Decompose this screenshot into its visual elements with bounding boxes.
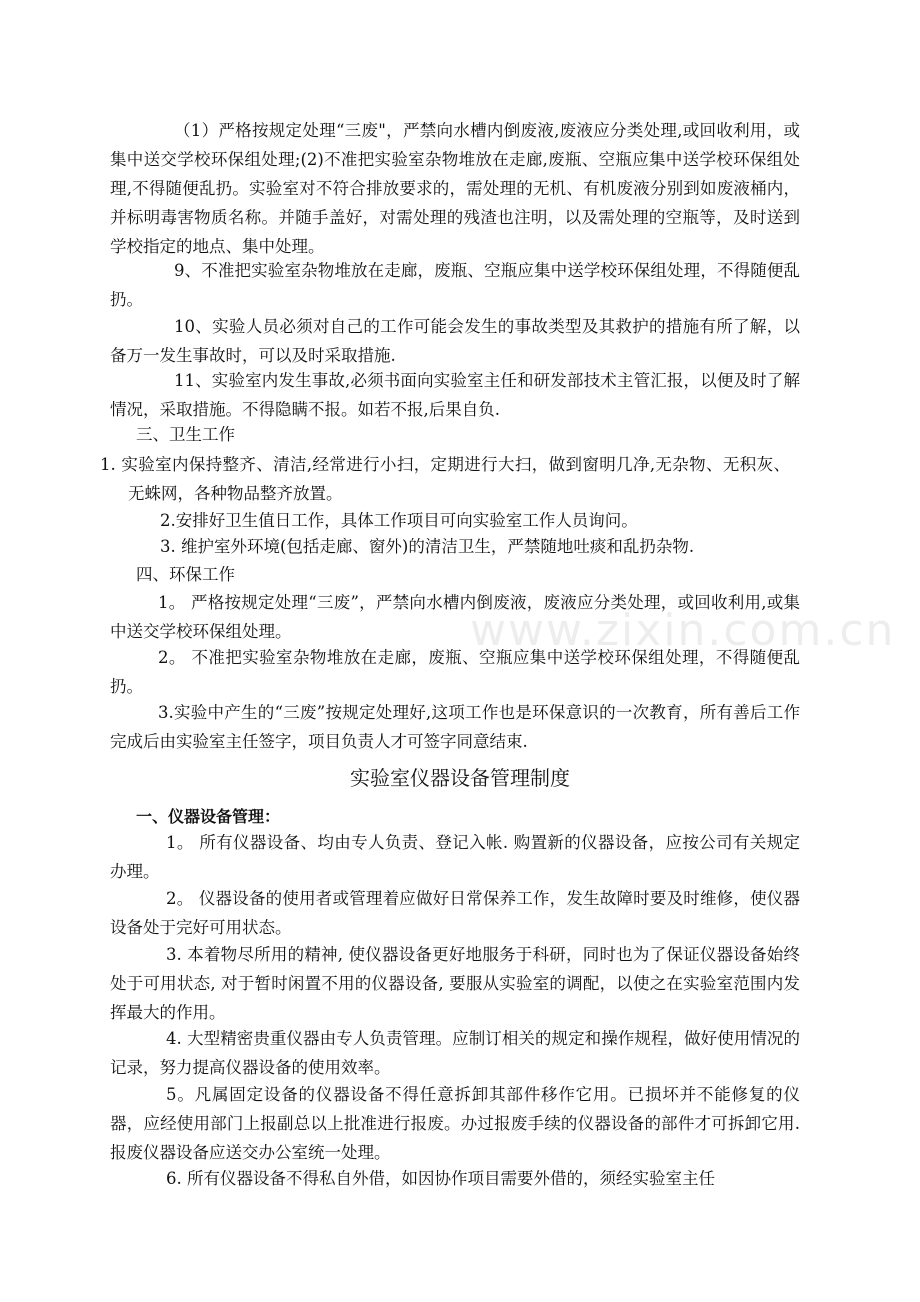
- equipment-rule-1: 1。 所有仪器设备、均由专人负责、登记入帐. 购置新的仪器设备，应按公司有关规定办理。: [110, 833, 800, 881]
- hygiene-item-2: 2.安排好卫生值日工作，具体工作项目可向实验室工作人员询问。: [160, 511, 638, 530]
- section-heading-hygiene: 三、卫生工作: [136, 425, 235, 444]
- site-watermark: www.zixin.com.cn: [470, 605, 896, 656]
- paragraph-rule-10: 10、实验人员必须对自己的工作可能会发生的事故类型及其救护的措施有所了解，以备万一发生事故时，可以及时采取措施.: [110, 317, 800, 365]
- environment-item-1: 1。 严格按规定处理“三废”，严禁向水槽内倒废液，废液应分类处理，或回收利用,或集中送交学校环保组处理。: [110, 593, 800, 641]
- hygiene-item-3: 3. 维护室外环境(包括走廊、窗外)的清洁卫生，严禁随地吐痰和乱扔杂物.: [160, 537, 695, 556]
- paragraph-three-wastes: （1）严格按规定处理“三废"，严禁向水槽内倒废液,废液应分类处理,或回收利用，或集中送交学校环保组处理;(2)不准把实验室杂物堆放在走廊,废瓶、空瓶应集中送学校环保组处理,不得随便乱扔。实验室对不符合排放要求的，需处理的无机、有机废液分别到如废液桶内，并标明毒害物质名称。并随手盖好，对需处理的残渣也注明，以及需处理的空瓶等，及时送到学校指定的地点、集中处理。: [110, 121, 800, 256]
- section-heading-equipment: 一、仪器设备管理：: [136, 807, 281, 826]
- section-heading-environment: 四、环保工作: [136, 565, 235, 584]
- equipment-rule-6: 6. 所有仪器设备不得私自外借，如因协作项目需要外借的，须经实验室主任: [166, 1169, 715, 1188]
- environment-item-2: 2。 不准把实验室杂物堆放在走廊，废瓶、空瓶应集中送学校环保组处理，不得随便乱扔。: [110, 648, 800, 696]
- equipment-rule-3: 3. 本着物尽所用的精神, 使仪器设备更好地服务于科研，同时也为了保证仪器设备始终处于可用状态, 对于暂时闲置不用的仪器设备, 要服从实验室的调配，以使之在实验室范围内发挥最大的作用。: [110, 945, 800, 1022]
- environment-item-3: 3.实验中产生的“三废”按规定处理好,这项工作也是环保意识的一次教育，所有善后工作完成后由实验室主任签字，项目负责人才可签字同意结束.: [110, 703, 800, 751]
- equipment-rule-5: 5。凡属固定设备的仪器设备不得任意拆卸其部件移作它用。已损坏并不能修复的仪器，应经使用部门上报副总以上批准进行报废。办过报废手续的仪器设备的部件才可拆卸它用. 报废仪器设备应送交办公室统一处理。: [110, 1085, 800, 1162]
- hygiene-item-1: 1. 实验室内保持整齐、清洁,经常进行小扫，定期进行大扫，做到窗明几净,无杂物、无积灰、无蛛网，各种物品整齐放置。: [100, 455, 790, 503]
- equipment-rule-2: 2。 仪器设备的使用者或管理着应做好日常保养工作，发生故障时要及时维修，使仪器设备处于完好可用状态。: [110, 889, 800, 937]
- document-title: 实验室仪器设备管理制度: [350, 766, 570, 790]
- paragraph-rule-11: 11、实验室内发生事故,必须书面向实验室主任和研发部技术主管汇报，以便及时了解情况，采取措施。不得隐瞒不报。如若不报,后果自负.: [110, 371, 800, 419]
- paragraph-rule-9: 9、不准把实验室杂物堆放在走廊，废瓶、空瓶应集中送学校环保组处理，不得随便乱扔。: [110, 261, 800, 309]
- equipment-rule-4: 4. 大型精密贵重仪器由专人负责管理。应制订相关的规定和操作规程，做好使用情况的记录，努力提高仪器设备的使用效率。: [110, 1029, 800, 1077]
